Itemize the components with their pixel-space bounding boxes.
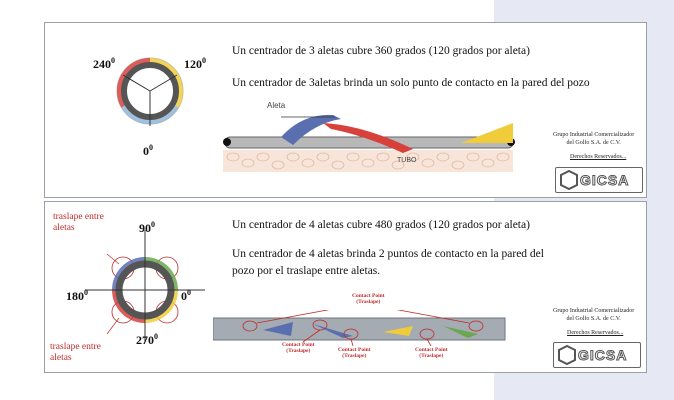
contact-point-label-2: Contact Point (Traslape) [338,347,371,359]
three-fin-coverage-text: Un centrador de 3 aletas cubre 360 grados (120 grados por aleta) [232,45,530,57]
company-name: Grupo Industrial Comercializador del Golfo S.A. de C.V. [553,132,635,146]
label-180: $180^0$ [66,288,88,303]
four-fin-contact-text-1: Un centrador de 4 aletas brinda 2 puntos de contacto en la pared del [232,248,544,260]
hexagon-icon [558,169,580,191]
label-0: $0^0$ [143,143,153,158]
pipe-label: TUBO [397,157,417,164]
four-fin-panel [44,201,647,373]
four-fin-diagram [85,224,205,344]
rights-reserved: Derechos Reservados... [570,154,627,160]
contact-point-label-3: Contact Point (Traslape) [415,347,448,359]
label-120: $120^0$ [184,56,206,71]
three-fin-contact-text: Un centrador de 3aletas brinda un solo punto de contacto en la pared del pozo [232,77,590,89]
label-240: $240^0$ [93,56,115,71]
overlap-label-top: traslape entre aletas [53,212,104,233]
three-fin-pipe-illustration [223,105,523,175]
label-0-right: $0^0$ [181,288,191,303]
fin-label: Aleta [267,101,286,110]
four-fin-contact-text-2: pozo por el traslape entre aletas. [232,265,381,277]
company-logo-2: GICSA [553,342,641,368]
rights-reserved-2: Derechos Reservados... [567,330,624,336]
overlap-label-bottom: traslape entre aletas [50,342,101,363]
three-fin-panel [44,22,647,198]
hexagon-icon [556,344,578,366]
label-270: $270^0$ [136,332,158,347]
four-fin-coverage-text: Un centrador de 4 aletas cubre 480 grados (120 grados por aleta) [232,219,530,231]
company-logo: GICSA [555,167,643,193]
contact-point-label-1: Contact Point (Traslape) [282,342,315,354]
company-name-2: Grupo Industrial Comercializador del Golfo S.A. de C.V. [553,308,635,322]
contact-point-top-label: Contact Point (Traslape) [352,293,385,305]
label-90: $90^0$ [139,220,155,235]
